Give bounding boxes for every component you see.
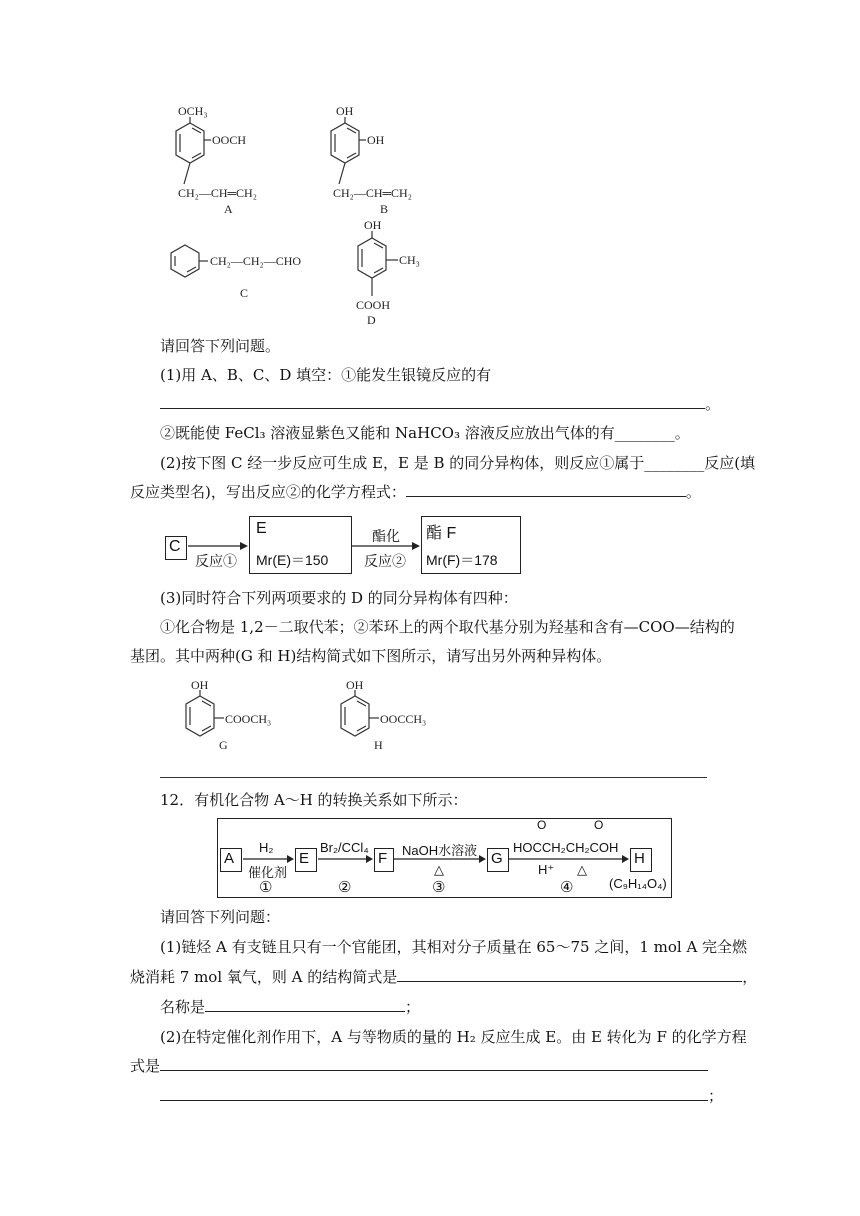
q12-c4: ④	[560, 879, 574, 896]
q12-c2: ②	[338, 879, 352, 896]
g-top: OH	[191, 678, 209, 692]
q11-p1: (1)用 A、B、C、D 填空：①能发生银镜反应的有	[160, 366, 492, 384]
a-label: A	[224, 202, 233, 216]
q12-p1: (1)链烃 A 有支链且只有一个官能团，其相对分子质量在 65～75 之间，1 mol A 完全燃	[160, 938, 748, 956]
a-chain: CH₂—CH═CH₂	[178, 186, 257, 200]
q12-p5-blank[interactable]	[160, 1056, 708, 1071]
a-side: OOCH	[212, 133, 247, 147]
flow-e: E	[256, 520, 267, 537]
q12-a: A	[224, 850, 235, 867]
q11-p3: (2)按下图 C 经一步反应可生成 E，E 是 B 的同分异构体，则反应①属于________反应(填	[160, 454, 756, 472]
q12-p3: 名称是 ；	[160, 998, 421, 1016]
q12-br: Br₂/CCl₄	[320, 840, 369, 855]
q12-o1: O	[537, 818, 547, 832]
b-label: B	[380, 202, 389, 216]
q11-p1-blank[interactable]: 。	[160, 394, 720, 414]
h-top: OH	[346, 678, 364, 692]
q11-p7: 基团。其中两种(G 和 H)结构简式如下图所示，请写出另外两种异构体。	[130, 647, 612, 665]
q12-title: 12．有机化合物 A～H 的转换关系如下所示：	[160, 791, 468, 809]
b-top: OH	[336, 104, 354, 118]
q12-o2: O	[594, 818, 604, 832]
b-chain: CH₂—CH═CH₂	[333, 186, 412, 200]
d-top: OH	[364, 218, 382, 232]
q11-intro: 请回答下列问题。	[160, 337, 281, 355]
d-side: CH₃	[399, 253, 420, 267]
q12-naoh: NaOH水溶液	[402, 843, 478, 858]
q12-p4: (2)在特定催化剂作用下，A 与等物质的量的 H₂ 反应生成 E。由 E 转化为 F 的化学方程	[160, 1028, 747, 1046]
q12-intro: 请回答下列问题：	[160, 908, 281, 926]
q12-heat2: △	[577, 862, 587, 877]
q12-p2-blank[interactable]	[397, 967, 742, 982]
q12-p6: ；	[160, 1086, 723, 1106]
g-label: G	[219, 738, 228, 752]
q12-g: G	[491, 850, 503, 867]
q12-f: F	[378, 850, 388, 867]
q12-acid: HOCCH₂CH₂COH	[513, 840, 619, 855]
q12-p2: 烧消耗 7 mol 氧气，则 A 的结构简式是 ，	[130, 968, 758, 986]
h-side: OOCCH₃	[380, 712, 427, 726]
flow-f: 酯 F	[426, 525, 457, 542]
q11-p2: ②既能使 FeCl₃ 溶液显紫色又能和 NaHCO₃ 溶液反应放出气体的有________。	[160, 424, 690, 442]
q12-h2: H₂	[259, 840, 274, 855]
q12-c3: ③	[432, 879, 446, 896]
d-label: D	[367, 313, 376, 327]
q12-h: H	[634, 850, 645, 867]
b-side: OH	[367, 133, 385, 147]
c-label: C	[240, 286, 249, 300]
q12-e: E	[299, 850, 310, 867]
q12-cat: 催化剂	[248, 865, 288, 880]
q12-formula: (C₉H₁₄O₄)	[609, 876, 667, 891]
q12-heat: △	[434, 862, 444, 877]
q11-p6: ①化合物是 1,2－二取代苯；②苯环上的两个取代基分别为羟基和含有—COO—结构的	[160, 618, 735, 636]
h-label: H	[374, 738, 383, 752]
flow-r1: 反应①	[195, 553, 237, 569]
flow-me: Mr(E)＝150	[256, 552, 329, 568]
q12-hplus: H⁺	[538, 862, 555, 877]
d-bottom: COOH	[356, 298, 391, 312]
g-side: COOCH₃	[225, 712, 272, 726]
flow-ester: 酯化	[372, 528, 400, 544]
flow-mf: Mr(F)＝178	[426, 552, 498, 568]
flow-r2: 反应②	[364, 553, 406, 569]
a-top: OCH₃	[178, 104, 208, 118]
q12-p5: 式是	[130, 1056, 708, 1076]
q12-c1: ①	[259, 879, 273, 896]
q11-p4: 反应类型名)，写出反应②的化学方程式： 。	[130, 483, 701, 501]
q12-p6-blank[interactable]	[160, 1086, 708, 1101]
flow-c: C	[169, 538, 181, 555]
c-chain: CH₂—CH₂—CHO	[210, 254, 302, 268]
q11-p5: (3)同时符合下列两项要求的 D 的同分异构体有四种：	[160, 589, 518, 607]
q12-p3-blank[interactable]	[205, 997, 405, 1012]
